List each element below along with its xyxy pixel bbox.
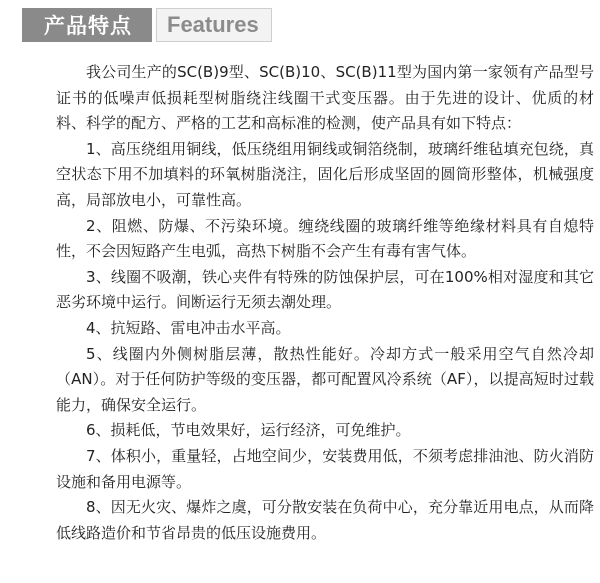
section-header	[22, 8, 272, 42]
feature-item-6: 6、损耗低，节电效果好，运行经济，可免维护。	[86, 421, 411, 440]
features-content	[56, 60, 594, 546]
feature-item-4: 4、抗短路、雷电冲击水平高。	[86, 318, 291, 337]
feature-item-7: 7、体积小，重量轻，占地空间少，安装费用低，不须考虑排油池、防火消防设施和备用电源等。	[56, 446, 594, 491]
section-title-chinese: 产品特点	[22, 8, 152, 42]
feature-item-8: 8、因无火灾、爆炸之虞，可分散安装在负荷中心，充分靠近用电点，从而降低线路造价和节省昂贵的低压设施费用。	[56, 498, 594, 542]
intro-paragraph: 我公司生产的SC(B)9型、SC(B)10、SC(B)11型为国内第一家领有产品型号证书的低噪声低损耗型树脂绕注线圈干式变压器。由于先进的设计、优质的材料、科学的配方、严格的工艺和高标准的检测，使产品具有如下特点：	[56, 63, 594, 133]
feature-item-3: 3、线圈不吸潮，铁心夹件有特殊的防蚀保护层，可在100%相对湿度和其它恶劣环境中运行。间断运行无须去潮处理。	[56, 267, 594, 312]
section-title-english: Features	[156, 8, 272, 42]
feature-item-2: 2、阻燃、防爆、不污染环境。缠绕线圈的玻璃纤维等绝缘材料具有自熄特性，不会因短路产生电弧，高热下树脂不会产生有毒有害气体。	[56, 216, 594, 261]
feature-item-5: 5、线圈内外侧树脂层薄，散热性能好。冷却方式一般采用空气自然冷却（AN）。对于任何防护等级的变压器，都可配置风冷系统（AF），以提高短时过载能力，确保安全运行。	[56, 344, 594, 414]
feature-item-1: 1、高压绕组用铜线，低压绕组用铜线或铜箔绕制，玻璃纤维毡填充包绕，真空状态下用不加填料的环氧树脂浇注，固化后形成坚固的圆筒形整体，机械强度高，局部放电小，可靠性高。	[56, 139, 594, 209]
